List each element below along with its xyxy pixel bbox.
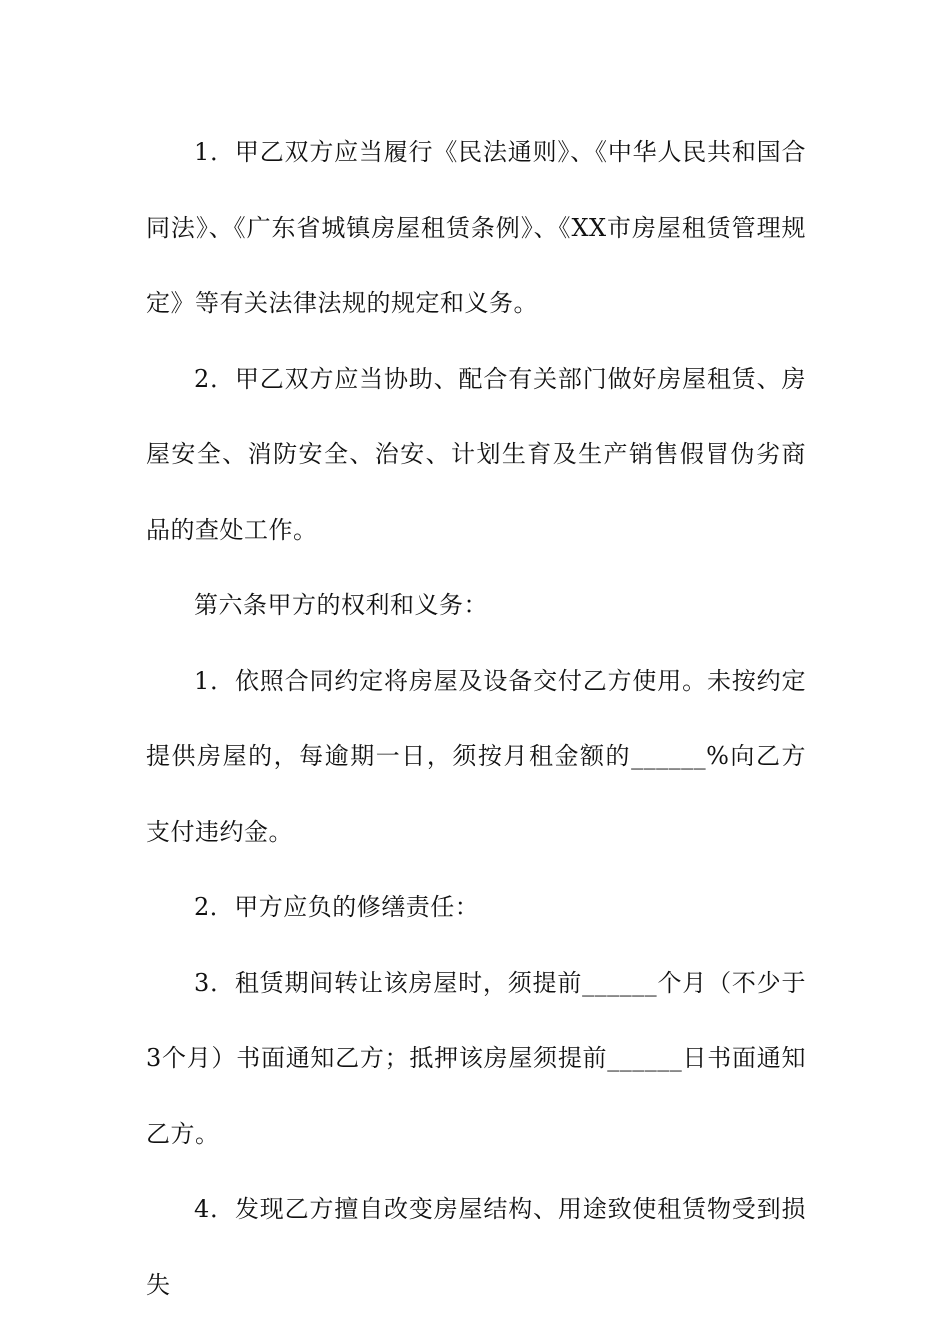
paragraph-obligation-cooperation: 2．甲乙双方应当协助、配合有关部门做好房屋租赁、房屋安全、消防安全、治安、计划生育及生产销售假冒伪劣商品的查处工作。 xyxy=(146,364,806,544)
section-heading-article-six: 第六条甲方的权利和义务： xyxy=(194,591,488,619)
paragraph-obligation-laws: 1．甲乙双方应当履行《民法通则》、《中华人民共和国合同法》、《广东省城镇房屋租赁条例》、《XX市房屋租赁管理规定》等有关法律法规的规定和义务。 xyxy=(146,138,806,317)
paragraph-landlord-delivery: 1．依照合同约定将房屋及设备交付乙方使用。未按约定提供房屋的，每逾期一日，须按月租金额的______%向乙方支付违约金。 xyxy=(146,666,806,846)
document-body xyxy=(146,115,806,1323)
paragraph-landlord-repair: 2．甲方应负的修缮责任： xyxy=(194,893,480,921)
paragraph-landlord-structure-change: 4．发现乙方擅自改变房屋结构、用途致使租赁物受到损失 xyxy=(146,1195,806,1299)
paragraph-landlord-transfer-notice: 3．租赁期间转让该房屋时，须提前______个月（不少于3个月）书面通知乙方；抵押该房屋须提前______日书面通知乙方。 xyxy=(146,968,806,1148)
